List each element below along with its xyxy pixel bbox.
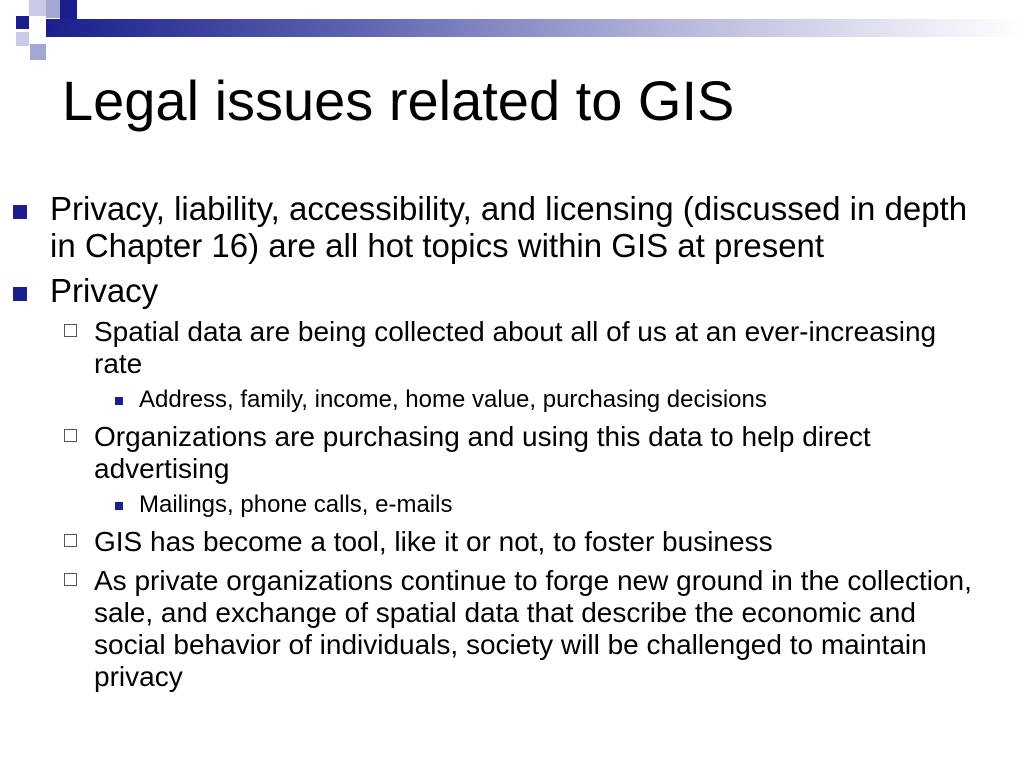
bullet-text: Privacy <box>50 272 159 309</box>
sub-bullet-item <box>0 421 974 485</box>
square-bullet-icon <box>13 287 27 301</box>
sub-bullet-item <box>0 526 974 558</box>
sub-sub-bullet-text: Mailings, phone calls, e-mails <box>139 491 453 518</box>
decor-square <box>16 32 29 46</box>
small-square-bullet-icon <box>115 397 123 405</box>
sub-sub-bullet-text: Address, family, income, home value, purchasing decisions <box>139 386 767 413</box>
sub-bullet-item <box>0 565 974 693</box>
bullet-item <box>0 272 970 309</box>
sub-bullet-item <box>0 316 974 380</box>
small-square-bullet-icon <box>115 502 123 510</box>
decor-square <box>60 0 77 19</box>
slide-title: Legal issues related to GIS <box>62 69 735 132</box>
hollow-square-bullet-icon <box>64 429 77 442</box>
decor-square <box>30 44 46 60</box>
hollow-square-bullet-icon <box>64 573 77 586</box>
decor-square <box>46 0 60 18</box>
square-bullet-icon <box>13 205 27 219</box>
decor-square <box>29 0 46 16</box>
bullet-text: Privacy, liability, accessibility, and licensing (discussed in depth in Chapter 16) are all hot topics within GIS at present <box>50 190 968 264</box>
decor-square <box>16 16 29 29</box>
bullet-item <box>0 190 970 264</box>
sub-bullet-text: GIS has become a tool, like it or not, to foster business <box>94 526 773 557</box>
header-gradient-bar <box>46 19 1024 37</box>
hollow-square-bullet-icon <box>64 324 77 337</box>
bullet-list <box>0 190 1024 693</box>
sub-bullet-text: As private organizations continue to forge new ground in the collection, sale, and exchange of spatial data that describe the economic and social behavior of individuals, society will be challenged to maintain privacy <box>94 565 972 692</box>
sub-sub-bullet-item <box>0 491 989 519</box>
hollow-square-bullet-icon <box>64 534 77 547</box>
sub-sub-bullet-item <box>0 386 989 414</box>
sub-bullet-text: Spatial data are being collected about all of us at an ever-increasing rate <box>94 316 937 379</box>
sub-bullet-text: Organizations are purchasing and using this data to help direct advertising <box>94 421 871 484</box>
